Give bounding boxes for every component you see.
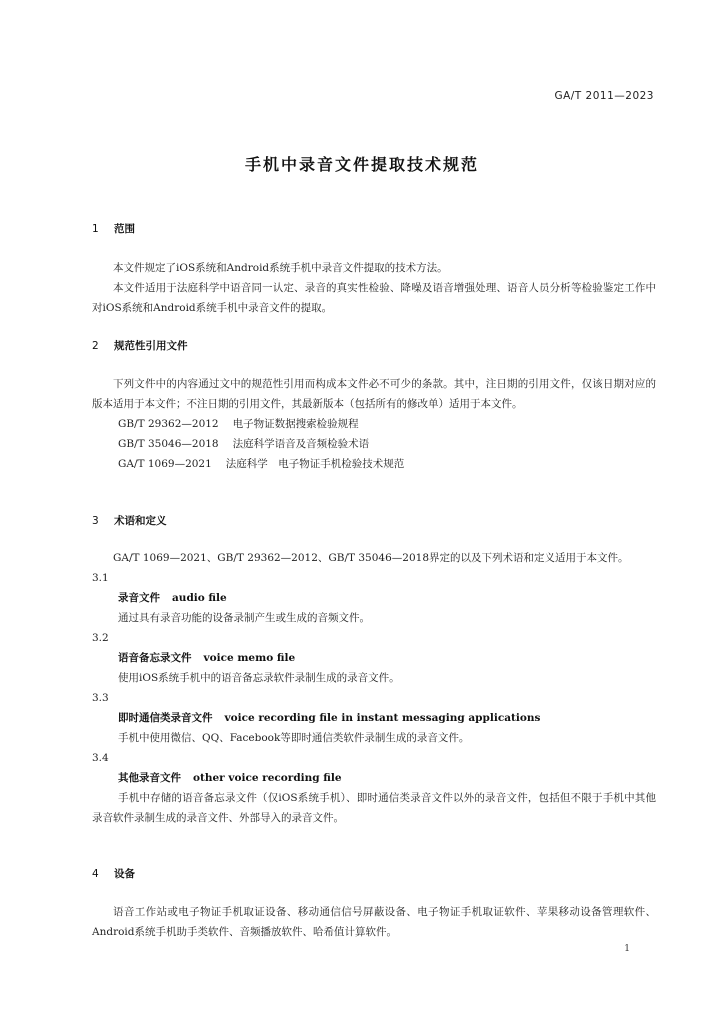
term-number: 3.2 bbox=[92, 632, 109, 644]
section-heading bbox=[92, 338, 656, 353]
paragraph: 本文件规定了iOS系统和Android系统手机中录音文件提取的技术方法。 bbox=[113, 262, 448, 274]
term-definition: 手机中使用微信、QQ、Facebook等即时通信类软件录制生成的录音文件。 bbox=[118, 732, 470, 744]
section-heading bbox=[92, 513, 656, 528]
reference-name: 法庭科学语音及音频检验术语 bbox=[232, 438, 370, 450]
normative-references-body bbox=[92, 374, 656, 474]
reference-name: 电子物证数据搜索检验规程 bbox=[232, 418, 359, 430]
reference-code: GB/T 29362—2012 bbox=[118, 418, 219, 430]
section-title: 范围 bbox=[114, 223, 135, 235]
paragraph: 本文件适用于法庭科学中语音同一认定、录音的真实性检验、降噪及语音增强处理、语音人员分析等检验鉴定工作中对iOS系统和Android系统手机中录音文件的提取。 bbox=[92, 282, 656, 314]
term-name bbox=[92, 648, 656, 668]
section-equipment bbox=[92, 866, 656, 881]
reference-name: 法庭科学 电子物证手机检验技术规范 bbox=[225, 458, 405, 470]
term-number: 3.4 bbox=[92, 752, 109, 764]
section-number: 4 bbox=[92, 868, 99, 880]
reference-item bbox=[92, 434, 656, 454]
term-name-en: audio file bbox=[172, 592, 227, 604]
page-number: 1 bbox=[624, 944, 630, 954]
section-number: 3 bbox=[92, 515, 99, 527]
reference-item bbox=[92, 454, 656, 474]
section-scope bbox=[92, 221, 656, 236]
paragraph: GA/T 1069—2021、GB/T 29362—2012、GB/T 35046—2018界定的以及下列术语和定义适用于本文件。 bbox=[113, 552, 629, 564]
reference-code: GA/T 1069—2021 bbox=[118, 458, 212, 470]
section-title: 规范性引用文件 bbox=[114, 340, 188, 352]
section-number: 1 bbox=[92, 223, 99, 235]
term-name-zh: 语音备忘录文件 bbox=[118, 652, 192, 664]
term-name-zh: 其他录音文件 bbox=[118, 772, 181, 784]
term-definition: 通过具有录音功能的设备录制产生或生成的音频文件。 bbox=[118, 612, 370, 624]
reference-code: GB/T 35046—2018 bbox=[118, 438, 219, 450]
term-name-en: voice recording file in instant messaging applications bbox=[224, 712, 541, 724]
section-heading bbox=[92, 221, 656, 236]
standard-number: GA/T 2011—2023 bbox=[554, 90, 654, 102]
term-name-zh: 录音文件 bbox=[118, 592, 160, 604]
term-name-en: voice memo file bbox=[203, 652, 296, 664]
section-normative-references bbox=[92, 338, 656, 353]
term-number: 3.1 bbox=[92, 572, 109, 584]
term-number: 3.3 bbox=[92, 692, 109, 704]
terms-body bbox=[92, 548, 656, 828]
paragraph: 语音工作站或电子物证手机取证设备、移动通信信号屏蔽设备、电子物证手机取证软件、苹果移动设备管理软件、Android系统手机助手类软件、音频播放软件、哈希值计算软件。 bbox=[92, 906, 656, 938]
section-number: 2 bbox=[92, 340, 99, 352]
term-name bbox=[92, 708, 656, 728]
paragraph: 下列文件中的内容通过文中的规范性引用而构成本文件必不可少的条款。其中，注日期的引用文件，仅该日期对应的版本适用于本文件；不注日期的引用文件，其最新版本（包括所有的修改单）适用于本文件。 bbox=[92, 378, 656, 410]
section-title: 设备 bbox=[114, 868, 135, 880]
term-definition: 使用iOS系统手机中的语音备忘录软件录制生成的录音文件。 bbox=[118, 672, 400, 684]
section-terms bbox=[92, 513, 656, 528]
reference-item bbox=[92, 414, 656, 434]
equipment-body bbox=[92, 902, 656, 942]
term-name bbox=[92, 768, 656, 788]
section-title: 术语和定义 bbox=[114, 515, 167, 527]
term-name-zh: 即时通信类录音文件 bbox=[118, 712, 213, 724]
term-name bbox=[92, 588, 656, 608]
term-name-en: other voice recording file bbox=[193, 772, 342, 784]
term-definition: 手机中存储的语音备忘录文件（仅iOS系统手机）、即时通信类录音文件以外的录音文件，包括但不限于手机中其他录音软件录制生成的录音文件、外部导入的录音文件。 bbox=[92, 792, 656, 824]
scope-body bbox=[92, 258, 656, 318]
document-title: 手机中录音文件提取技术规范 bbox=[244, 155, 479, 174]
section-heading bbox=[92, 866, 656, 881]
